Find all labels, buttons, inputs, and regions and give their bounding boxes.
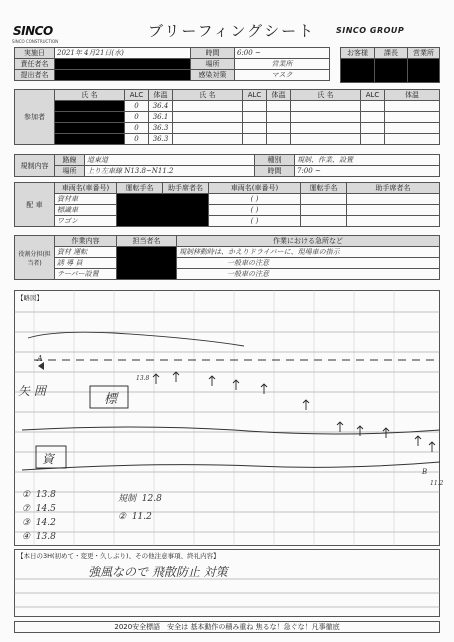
reg-place-value[interactable]: 上り左車線 N13.8~N11.2 xyxy=(85,166,255,177)
participants-header-name-1: 氏 名 xyxy=(55,90,125,101)
road-label: 路線 xyxy=(55,155,85,166)
time-label: 時間 xyxy=(191,48,235,59)
date-label: 実施日 xyxy=(15,48,55,59)
participant-temp[interactable] xyxy=(267,112,291,123)
participant-alc[interactable]: 0 xyxy=(125,112,149,123)
work-header-content: 作業内容 xyxy=(55,236,117,247)
participant-alc[interactable]: 0 xyxy=(125,101,149,112)
participant-alc[interactable] xyxy=(361,112,385,123)
vehicle-header-assistant-2: 助手席者名 xyxy=(347,183,440,194)
list-item: ⑦ 14.5 xyxy=(22,504,56,514)
vehicle-header-driver-1: 運転手名 xyxy=(117,183,163,194)
type-label: 種別 xyxy=(255,155,295,166)
vehicles-table xyxy=(14,182,440,227)
list-item: ① 13.8 xyxy=(22,490,56,500)
work-header-person: 担当者名 xyxy=(117,236,177,247)
infection-label: 感染対策 xyxy=(191,70,235,81)
participant-temp[interactable] xyxy=(267,134,291,145)
participant-temp[interactable] xyxy=(385,112,440,123)
vehicle-name[interactable]: ワゴン xyxy=(55,216,117,227)
list-item: ③ 14.2 xyxy=(22,518,56,528)
vehicle-header-driver-2: 運転手名 xyxy=(301,183,347,194)
participant-temp[interactable] xyxy=(267,123,291,134)
participant-temp[interactable] xyxy=(267,101,291,112)
stamp-chief xyxy=(375,59,408,83)
list-item: ④ 13.8 xyxy=(22,532,56,542)
participant-alc[interactable] xyxy=(361,134,385,145)
company-logo: SINCO xyxy=(13,24,53,38)
diagram-sketch xyxy=(14,290,440,546)
info-table xyxy=(14,47,330,81)
road-value[interactable]: 道東道 xyxy=(85,155,255,166)
work-table xyxy=(14,235,440,280)
participant-name[interactable] xyxy=(291,134,361,145)
participant-alc[interactable] xyxy=(361,123,385,134)
vehicle-name[interactable]: 標識車 xyxy=(55,205,117,216)
participants-header-alc-2: ALC xyxy=(243,90,267,101)
place-label: 場所 xyxy=(191,59,235,70)
reporter-redacted xyxy=(55,70,191,81)
date-value[interactable]: 2021年 4月21日(水) xyxy=(55,48,191,59)
point-a-label: A xyxy=(37,354,43,363)
list-item: 規制 12.8 xyxy=(118,494,162,504)
brand-name: SINCO GROUP xyxy=(336,26,405,35)
regulation-position-list xyxy=(118,490,162,526)
participants-label: 参加者 xyxy=(15,90,55,145)
participant-temp[interactable] xyxy=(385,134,440,145)
infection-value[interactable]: マスク xyxy=(235,70,330,81)
vehicle-driver[interactable] xyxy=(301,205,347,216)
sign-truck-label: 標 xyxy=(104,392,118,407)
type-value[interactable]: 規制、作業、設置 xyxy=(295,155,440,166)
participant-alc[interactable] xyxy=(243,123,267,134)
stamp-office-label: 営業所 xyxy=(408,48,440,59)
list-item: ② 11.2 xyxy=(118,512,152,522)
km-b-label: 11.2 xyxy=(430,480,444,487)
work-header-point: 作業における急所など xyxy=(177,236,440,247)
time-value[interactable]: 6:00 ~ xyxy=(235,48,330,59)
participant-alc[interactable] xyxy=(361,101,385,112)
work-point[interactable]: 一般車の注意 xyxy=(177,269,440,280)
vehicles-label: 配 車 xyxy=(15,183,55,227)
participant-name-redacted xyxy=(55,112,125,123)
manager-redacted xyxy=(55,59,191,70)
participant-alc[interactable] xyxy=(243,112,267,123)
participant-name-redacted xyxy=(55,134,125,145)
participant-temp[interactable] xyxy=(385,123,440,134)
stamp-customer xyxy=(341,59,375,83)
reg-time-label: 時間 xyxy=(255,166,295,177)
vehicle-number-paren[interactable]: ( ) xyxy=(209,194,301,205)
participants-table xyxy=(14,89,440,145)
participant-temp[interactable]: 36.3 xyxy=(149,123,173,134)
vehicle-number-paren[interactable]: ( ) xyxy=(209,205,301,216)
participant-name[interactable] xyxy=(173,112,243,123)
vehicle-driver[interactable] xyxy=(301,194,347,205)
participants-header-temp-2: 体温 xyxy=(267,90,291,101)
vehicle-header-assistant-1: 助手席者名 xyxy=(163,183,209,194)
participants-header-alc-1: ALC xyxy=(125,90,149,101)
participant-temp[interactable]: 36.3 xyxy=(149,134,173,145)
reg-time-value[interactable]: 7:00 ~ xyxy=(295,166,440,177)
work-person-redacted xyxy=(117,247,177,280)
road-edge-top xyxy=(28,332,244,346)
cone-position-list xyxy=(22,488,56,544)
participant-name[interactable] xyxy=(291,101,361,112)
participants-header-name-2: 氏 名 xyxy=(173,90,243,101)
work-content[interactable]: テーパー設置 xyxy=(55,269,117,280)
point-b-label: B xyxy=(422,468,428,476)
participants-header-temp-1: 体温 xyxy=(149,90,173,101)
participant-temp[interactable] xyxy=(385,101,440,112)
stamp-table xyxy=(340,47,440,83)
work-point[interactable]: 規制移動時は、かえりドライバーに、現場車の指示 xyxy=(177,247,440,258)
participant-temp[interactable]: 36.1 xyxy=(149,112,173,123)
notes-section-label: 【本日の3H(初めて・変更・久しぶり)、その他注意事項、終礼内容】 xyxy=(17,552,220,560)
vehicle-header-name-2: 車両名(車番号) xyxy=(209,183,301,194)
participants-header-alc-3: ALC xyxy=(361,90,385,101)
material-truck-label: 資 xyxy=(42,452,55,466)
vehicle-assistant[interactable] xyxy=(347,216,440,227)
stamp-office xyxy=(408,59,440,83)
manager-label: 責任者名 xyxy=(15,59,55,70)
person-sketch-label: 矢 囲 xyxy=(18,384,46,398)
regulation-label: 規制内容 xyxy=(15,155,55,177)
vehicle-driver[interactable] xyxy=(301,216,347,227)
vehicle-staff-redacted xyxy=(117,194,209,227)
participant-temp[interactable]: 36.4 xyxy=(149,101,173,112)
participant-alc[interactable] xyxy=(243,101,267,112)
participant-alc[interactable] xyxy=(243,134,267,145)
work-label: 役割分担(担当者) xyxy=(15,236,55,280)
participant-name[interactable] xyxy=(173,101,243,112)
participant-alc[interactable]: 0 xyxy=(125,123,149,134)
regulation-table xyxy=(14,154,440,177)
participant-name[interactable] xyxy=(173,123,243,134)
vehicle-assistant[interactable] xyxy=(347,194,440,205)
reg-place-label: 場所 xyxy=(55,166,85,177)
notes-content[interactable]: 強風なので 飛散防止 対策 xyxy=(88,565,228,579)
participant-name[interactable] xyxy=(173,134,243,145)
stamp-chief-label: 課長 xyxy=(375,48,408,59)
page-title: ブリーフィングシート xyxy=(148,22,316,40)
participant-name[interactable] xyxy=(291,112,361,123)
work-content[interactable]: 誘 導 員 xyxy=(55,258,117,269)
diagram-section-label: 【略図】 xyxy=(17,294,43,302)
km-a-label: 13.8 xyxy=(136,375,150,382)
stamp-customer-label: お客様 xyxy=(341,48,375,59)
place-value[interactable]: 営業所 xyxy=(235,59,330,70)
participant-name-redacted xyxy=(55,101,125,112)
notes-lines xyxy=(14,549,440,617)
safety-slogan-footer: 2020安全標語 安全は 基本動作の積み重ね 焦るな！急ぐな！凡事徹底 xyxy=(14,621,440,633)
vehicle-assistant[interactable] xyxy=(347,205,440,216)
vehicle-name[interactable]: 資材車 xyxy=(55,194,117,205)
participant-name-redacted xyxy=(55,123,125,134)
participant-alc[interactable]: 0 xyxy=(125,134,149,145)
company-logo-subtitle: SINCO CONSTRUCTION xyxy=(12,39,59,44)
vehicle-number-paren[interactable]: ( ) xyxy=(209,216,301,227)
participants-header-name-3: 氏 名 xyxy=(291,90,361,101)
participant-name[interactable] xyxy=(291,123,361,134)
reporter-label: 提出者名 xyxy=(15,70,55,81)
participants-header-temp-3: 体温 xyxy=(385,90,440,101)
work-content[interactable]: 資材 運転 xyxy=(55,247,117,258)
work-point[interactable]: 一般車の注意 xyxy=(177,258,440,269)
vehicle-header-name-1: 車両名(車番号) xyxy=(55,183,117,194)
